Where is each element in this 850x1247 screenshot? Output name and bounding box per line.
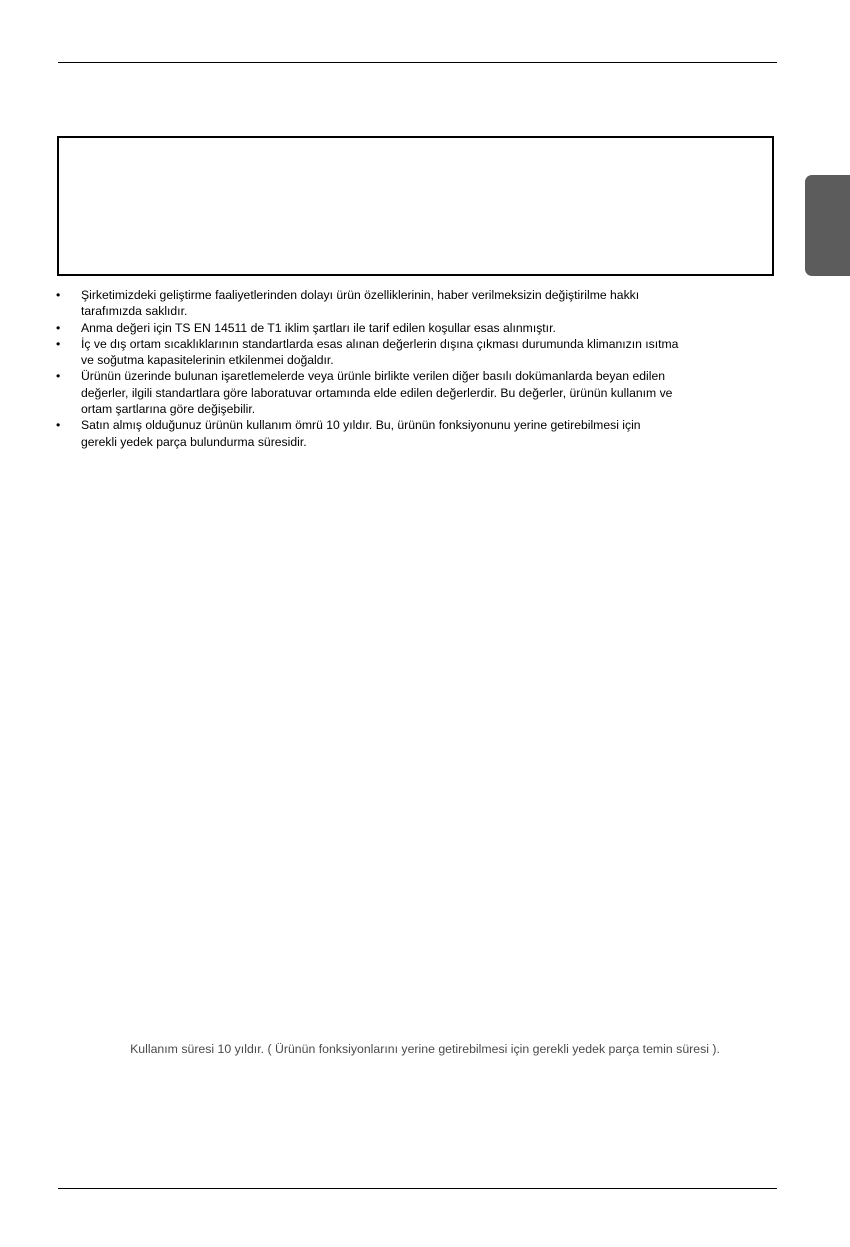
footer-rule <box>58 1188 777 1189</box>
note-item <box>56 336 681 369</box>
note-text: Şirketimizdeki geliştirme faaliyetlerinden dolayı ürün özelliklerinin, haber verilmeksizin değiştirilme hakkı tarafımızda saklıdır. <box>81 288 640 319</box>
bullet-icon: • <box>56 336 61 351</box>
header-rule <box>58 62 777 63</box>
note-text: Anma değeri için TS EN 14511 de T1 iklim şartları ile tarif edilen koşullar esas alınmıştır. <box>81 320 556 335</box>
note-item <box>56 417 641 450</box>
usage-life-note: Kullanım süresi 10 yıldır. ( Ürünün fonksiyonlarını yerine getirebilmesi için gerekli yedek parça temin süresi ). <box>130 1042 720 1056</box>
bullet-icon: • <box>56 288 61 302</box>
note-text: İç ve dış ortam sıcaklıklarının standartlarda esas alınan değerlerin dışına çıkması durumunda klimanızın ısıtma ve soğutma kapasitelerinin etkilenmei doğaldır. <box>81 336 679 368</box>
note-text: Ürünün üzerinde bulunan işaretlemelerde veya ürünle birlikte verilen diğer basılı dokümanlarda beyan edilen değerler, ilgili standartlara göre laboratuvar ortamında elde edilen değerlerdir. Bu değerler, ürünün kullanım ve ortam şartlarına göre değişebilir. <box>81 369 673 417</box>
bullet-icon: • <box>56 369 61 384</box>
section-tab <box>805 175 850 276</box>
note-item <box>56 368 691 417</box>
note-text: Satın almış olduğunuz ürünün kullanım ömrü 10 yıldır. Bu, ürünün fonksiyonunu yerine getirebilmesi için gerekli yedek parça bulundurma süresidir. <box>81 418 641 449</box>
notes-list <box>56 287 696 450</box>
bullet-icon: • <box>56 320 61 335</box>
note-item <box>56 287 681 320</box>
bullet-icon: • <box>56 418 61 433</box>
note-item <box>56 320 701 336</box>
empty-frame-box <box>57 136 774 276</box>
